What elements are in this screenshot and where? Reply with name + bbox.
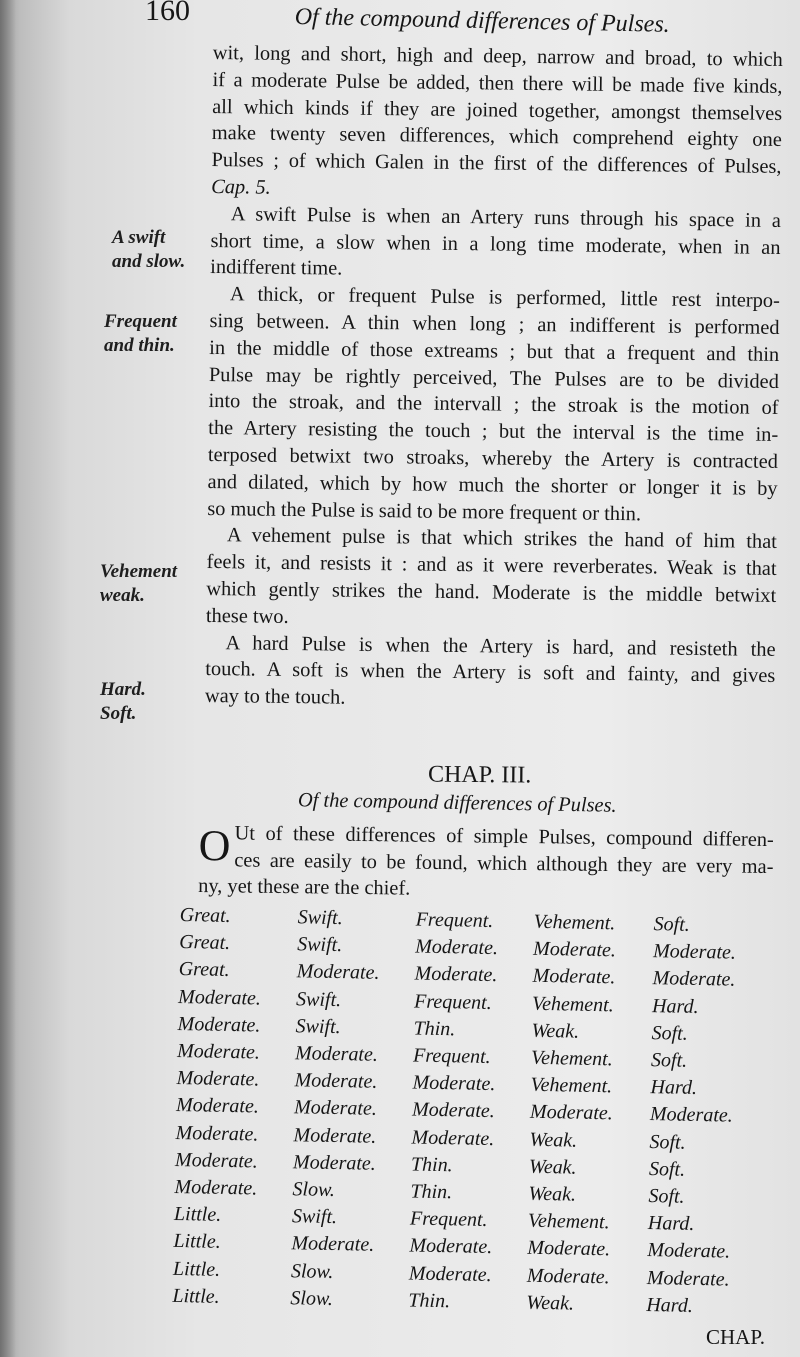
table-cell: Soft.	[650, 1049, 688, 1072]
margin-note-line: Hard.	[100, 679, 146, 700]
table-cell: Moderate.	[294, 1069, 378, 1094]
table-cell: Vehement.	[531, 992, 614, 1016]
table-cell: Little.	[172, 1257, 221, 1281]
text-line: Ut of these differences of simple Pulses, compound differen-	[234, 822, 774, 852]
text-line: which gently strikes the hand. Moderate is the middle betwixt	[206, 577, 777, 607]
table-cell: Thin.	[410, 1180, 453, 1204]
table-cell: Moderate.	[408, 1261, 492, 1286]
table-cell: Little.	[173, 1230, 221, 1254]
table-cell: Moderate.	[532, 938, 617, 962]
table-cell: Moderate.	[652, 940, 737, 964]
table-cell: Slow.	[290, 1286, 334, 1310]
text-line: touch. A soft is when the Artery is soft and fainty, and gives	[205, 658, 776, 688]
table-cell: Vehement.	[530, 1046, 613, 1071]
table-cell: Moderate.	[176, 1040, 261, 1064]
text-line: ny, yet these are the chief.	[198, 874, 411, 900]
table-cell: Moderate.	[652, 967, 736, 992]
text-line: sing between. A thin when long ; an indifferent is performed	[209, 309, 780, 339]
table-cell: Frequent.	[415, 908, 494, 933]
drop-cap: O	[198, 820, 231, 871]
table-cell: Moderate.	[411, 1126, 495, 1150]
table-cell: Moderate.	[177, 1012, 261, 1037]
text-line: A hard Pulse is when the Artery is hard, and resisteth the	[225, 631, 776, 661]
table-cell: Hard.	[647, 1212, 695, 1236]
text-line: indifferent time.	[210, 256, 343, 280]
compound-differences-table	[172, 902, 780, 1321]
table-cell: Moderate.	[527, 1237, 611, 1261]
table-cell: Moderate.	[176, 1067, 260, 1091]
section-pulse-kinds	[211, 40, 783, 208]
running-head: Of the compound differences of Pulses.	[294, 4, 670, 38]
text-line: feels it, and resists it : and as it were reverberates. Weak is that	[206, 551, 777, 581]
text-line: short time, a slow when in a long time moderate, when in an	[210, 229, 781, 259]
table-cell: Moderate.	[529, 1101, 613, 1125]
table-cell: Moderate.	[532, 965, 616, 989]
section-hard-soft	[205, 629, 776, 716]
table-cell: Hard.	[646, 1293, 694, 1317]
spine-shadow	[0, 0, 16, 1357]
text-line: way to the touch.	[204, 685, 346, 709]
table-cell: Moderate.	[293, 1123, 377, 1148]
text-line: Pulse may be rightly perceived, The Pulses are to be divided	[208, 363, 780, 393]
text-line: A thick, or frequent Pulse is performed, little rest interpo-	[229, 283, 780, 313]
section-swift-slow	[210, 201, 781, 288]
table-cell: Soft.	[653, 913, 690, 936]
text-line: terposed betwixt two stroaks, whereby the Artery is contracted	[207, 443, 779, 473]
margin-note-vehement-weak	[100, 560, 177, 608]
table-cell: Swift.	[295, 987, 342, 1011]
chapter-heading: CHAP. III.	[427, 761, 532, 789]
table-cell: Swift.	[291, 1205, 338, 1229]
page-number: 160	[145, 0, 190, 27]
text-line: all which kinds if they are joined together, amongst themselves	[212, 95, 783, 125]
margin-note-swift-slow	[112, 226, 185, 274]
table-cell: Moderate.	[414, 962, 498, 987]
margin-note-hard-soft	[100, 678, 146, 726]
table-cell: Moderate.	[296, 960, 380, 985]
text-line: these two.	[205, 604, 289, 628]
table-cell: Swift.	[296, 933, 343, 957]
table-cell: Great.	[179, 931, 231, 955]
table-cell: Vehement.	[527, 1209, 610, 1234]
table-cell: Moderate.	[411, 1098, 496, 1123]
table-cell: Moderate.	[294, 1042, 379, 1066]
table-cell: Moderate.	[646, 1266, 730, 1291]
table-cell: Great.	[178, 958, 230, 982]
table-cell: Great.	[179, 904, 231, 928]
table-cell: Thin.	[413, 1017, 456, 1041]
text-line: A vehement pulse is that which strikes the hand of him that	[226, 524, 778, 554]
table-cell: Moderate.	[647, 1239, 731, 1263]
table-cell: Moderate.	[291, 1232, 375, 1257]
margin-note-line: and slow.	[112, 251, 186, 272]
table-cell: Vehement.	[533, 910, 616, 935]
table-cell: Moderate.	[293, 1096, 378, 1121]
table-cell: Moderate.	[174, 1175, 258, 1200]
table-cell: Soft.	[649, 1130, 686, 1154]
table-cell: Hard.	[650, 1076, 698, 1100]
text-line: if a moderate Pulse be added, then there will be made five kinds,	[212, 68, 783, 98]
table-cell: Frequent.	[413, 990, 492, 1014]
table-cell: Vehement.	[530, 1073, 613, 1098]
text-line: so much the Pulse is said to be more frequent or thin.	[207, 497, 642, 525]
table-cell: Swift.	[297, 906, 343, 930]
table-cell: Moderate.	[409, 1234, 493, 1259]
table-cell: Soft.	[651, 1021, 688, 1045]
text-line: Pulses ; of which Galen in the first of the differences of Pulses,	[211, 149, 782, 179]
table-cell: Thin.	[408, 1289, 451, 1312]
text-line: into the stroak, and the intervall ; the stroak is the motion of	[208, 390, 779, 420]
table-cell: Weak.	[529, 1128, 578, 1152]
table-cell: Soft.	[648, 1157, 686, 1181]
table-cell: Moderate.	[649, 1103, 733, 1128]
table-cell: Frequent.	[412, 1044, 491, 1069]
table-cell: Frequent.	[409, 1207, 488, 1232]
table-cell: Slow.	[292, 1178, 336, 1201]
margin-note-line: A swift	[112, 227, 166, 248]
table-cell: Weak.	[528, 1182, 577, 1206]
text-line: make twenty seven differences, which comprehend eighty one	[211, 122, 782, 152]
text-line: A swift Pulse is when an Artery runs through his space in a	[230, 203, 781, 232]
text-line: the Artery resisting the touch ; but the interval is the time in-	[208, 417, 779, 447]
chapter-subtitle: Of the compound differences of Pulses.	[297, 789, 617, 817]
text-line: Cap. 5.	[211, 175, 271, 199]
margin-note-line: Frequent	[104, 311, 177, 332]
text-line: in the middle of those extreams ; but that a frequent and thin	[209, 336, 780, 366]
table-cell: Moderate.	[175, 1094, 260, 1118]
section-vehement-weak	[206, 522, 777, 636]
table-cell: Little.	[172, 1284, 220, 1308]
table-cell: Moderate.	[526, 1264, 610, 1288]
text-line: and dilated, which by how much the shorter or longer it is by	[207, 470, 778, 500]
table-cell: Moderate.	[412, 1071, 496, 1096]
chapter-intro	[198, 820, 774, 907]
section-frequent-thin	[207, 281, 780, 529]
text-line: wit, long and short, high and deep, narrow and broad, to which	[212, 41, 783, 71]
text-line: ces are easily to be found, which although they are very ma-	[234, 848, 774, 878]
table-cell: Slow.	[290, 1259, 334, 1283]
table-cell: Little.	[173, 1203, 222, 1227]
body-text	[205, 40, 783, 717]
table-cell: Weak.	[528, 1155, 577, 1179]
margin-note-line: and thin.	[104, 335, 175, 356]
table-cell: Soft.	[648, 1185, 685, 1208]
margin-note-line: Vehement	[100, 561, 178, 582]
table-cell: Swift.	[295, 1015, 341, 1038]
table-cell: Hard.	[651, 994, 699, 1018]
table-cell: Moderate.	[174, 1148, 259, 1173]
table-cell: Weak.	[531, 1019, 580, 1043]
table-cell: Moderate.	[414, 935, 499, 960]
catchword: CHAP.	[706, 1325, 765, 1349]
margin-note-line: weak.	[100, 585, 145, 606]
margin-note-frequent-thin	[104, 310, 177, 358]
table-cell: Moderate.	[292, 1151, 376, 1175]
margin-note-line: Soft.	[100, 703, 137, 724]
table-cell: Moderate.	[175, 1121, 259, 1146]
table-cell: Weak.	[526, 1291, 575, 1315]
table-cell: Thin.	[410, 1153, 453, 1177]
table-cell: Moderate.	[177, 985, 262, 1010]
